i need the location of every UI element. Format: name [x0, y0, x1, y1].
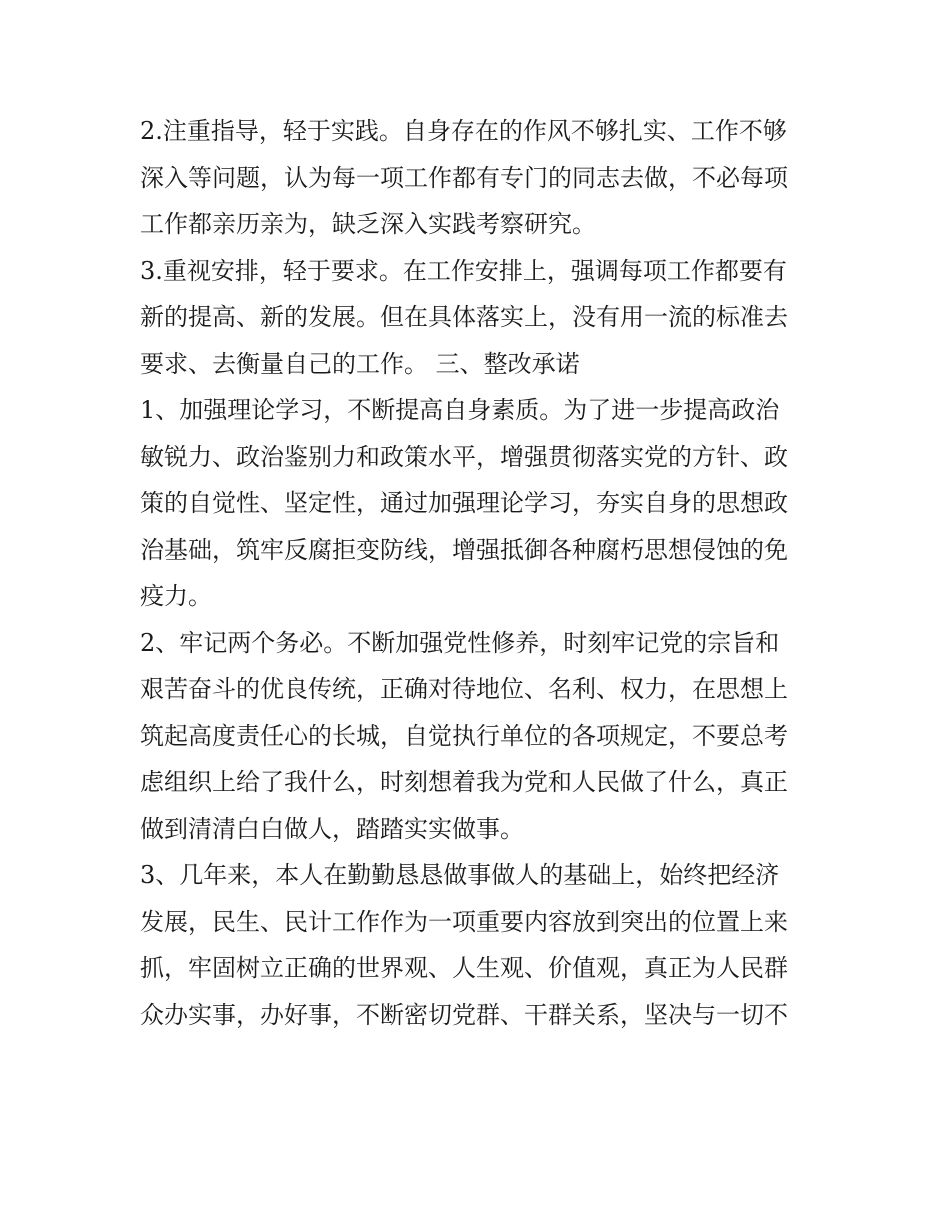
text-line: 工作都亲历亲为，缺乏深入实践考察研究。 [140, 210, 596, 238]
text-line: 疫力。 [140, 582, 212, 610]
text-line: 策的自觉性、坚定性，通过加强理论学习，夯实自身的思想政 [140, 489, 788, 517]
text-line: 虑组织上给了我什么，时刻想着我为党和人民做了什么，真正 [140, 768, 788, 796]
text-line: 众办实事，办好事，不断密切党群、干群关系，坚决与一切不 [140, 1000, 788, 1029]
text-line: 1、加强理论学习，不断提高自身素质。为了进一步提高政治 [140, 396, 780, 424]
text-line: 3、几年来，本人在勤勤恳恳做事做人的基础上，始终把经济 [140, 861, 780, 889]
text-line: 新的提高、新的发展。但在具体落实上，没有用一流的标准去 [140, 303, 788, 331]
text-line: 筑起高度责任心的长城，自觉执行单位的各项规定，不要总考 [140, 721, 788, 750]
text-line: 艰苦奋斗的优良传统，正确对待地位、名利、权力，在思想上 [140, 675, 788, 703]
document-body [140, 108, 820, 1038]
text-line: 发展，民生、民计工作作为一项重要内容放到突出的位置上来 [140, 907, 788, 936]
text-line: 2、牢记两个务必。不断加强党性修养，时刻牢记党的宗旨和 [140, 628, 780, 657]
text-line: 治基础，筑牢反腐拒变防线，增强抵御各种腐朽思想侵蚀的免 [140, 535, 788, 564]
text-line: 深入等问题，认为每一项工作都有专门的同志去做，不必每项 [140, 163, 788, 192]
text-line: 3.重视安排，轻于要求。在工作安排上，强调每项工作都要有 [140, 256, 787, 285]
text-line: 敏锐力、政治鉴别力和政策水平，增强贯彻落实党的方针、政 [140, 442, 788, 471]
text-line: 抓，牢固树立正确的世界观、人生观、价值观，真正为人民群 [140, 954, 788, 982]
text-line: 2.注重指导，轻于实践。自身存在的作风不够扎实、工作不够 [140, 117, 787, 145]
text-line: 要求、去衡量自己的工作。 三、整改承诺 [140, 349, 580, 378]
text-line: 做到清清白白做人，踏踏实实做事。 [140, 814, 524, 843]
